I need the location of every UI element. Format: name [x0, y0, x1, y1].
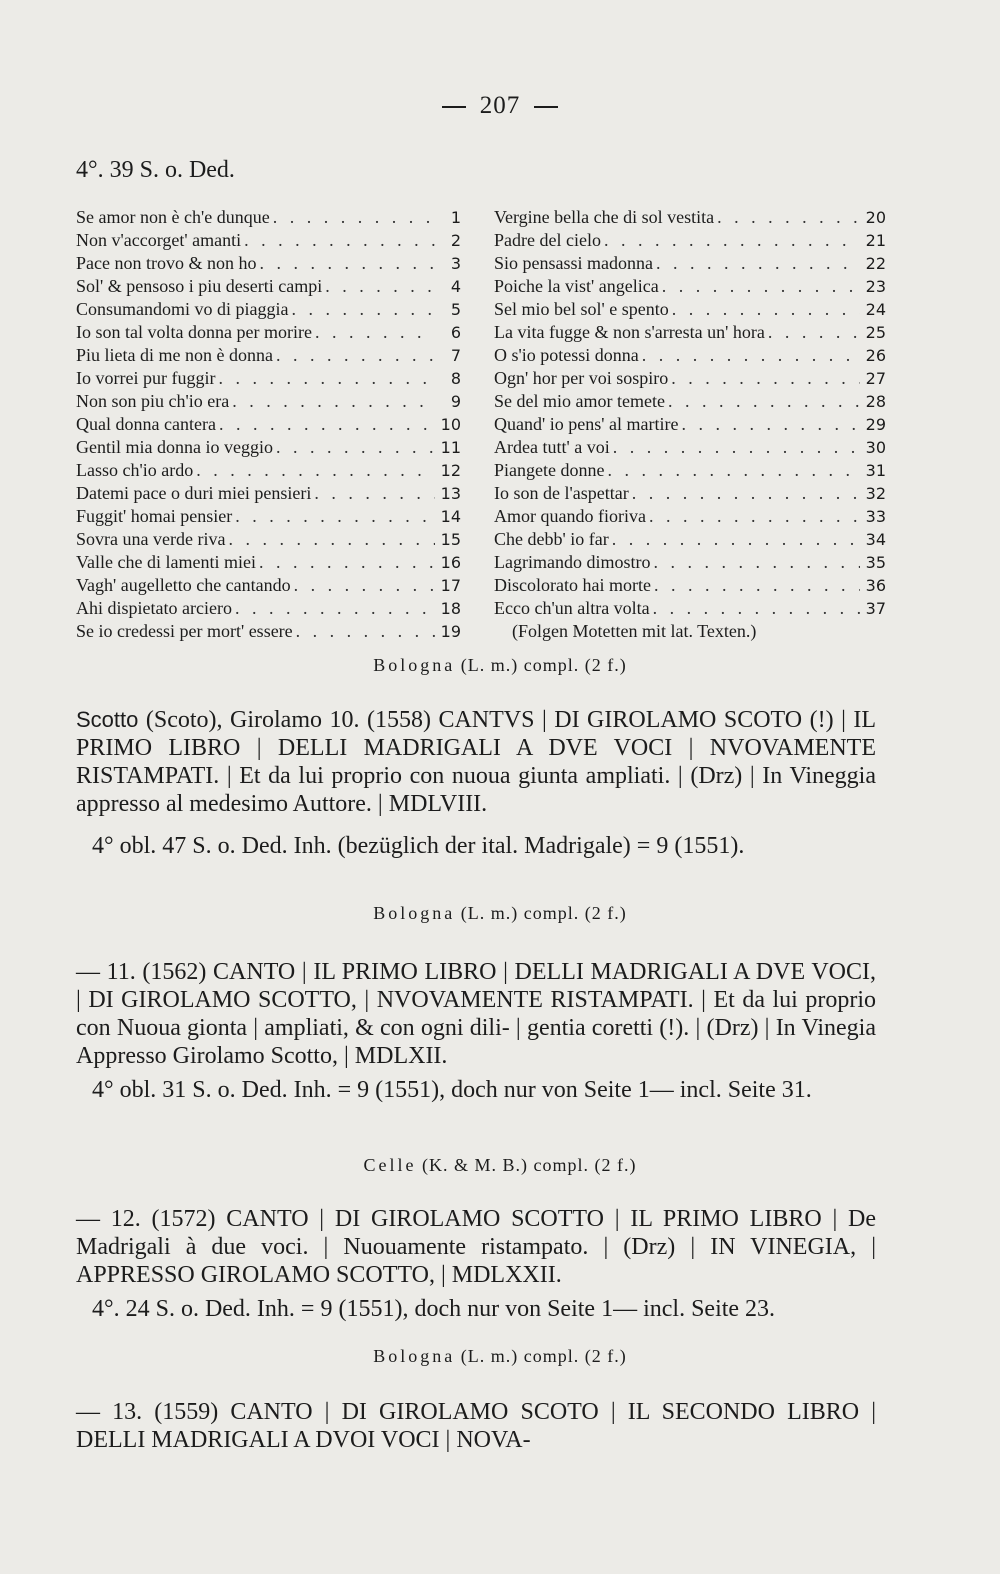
index-entry	[494, 528, 886, 551]
index-entry-title: Ogn' hor per voi sospiro	[494, 368, 669, 388]
index-entry-number: 28	[865, 392, 886, 411]
leader-dots	[273, 344, 435, 366]
index-entry	[76, 252, 461, 275]
index-entry	[494, 367, 886, 390]
leader-dots	[659, 275, 860, 297]
index-entry-title: Padre del cielo	[494, 230, 601, 250]
index-entry-number: 26	[865, 346, 886, 365]
index-entry	[494, 597, 886, 620]
leader-dots	[651, 574, 860, 596]
leader-dots	[311, 482, 435, 504]
index-entry-title: Poiche la vist' angelica	[494, 276, 659, 296]
index-entry	[76, 459, 461, 482]
location-line	[0, 1155, 1000, 1176]
index-entry-title: Che debb' io far	[494, 529, 609, 549]
index-entry-title: O s'io potessi donna	[494, 345, 639, 365]
index-entry-number: 7	[450, 346, 461, 365]
leader-dots	[312, 321, 435, 343]
index-entry-title: Quand' io pens' al martire	[494, 414, 679, 434]
index-entry-number: 31	[865, 461, 886, 480]
index-entry-title: Pace non trovo & non ho	[76, 253, 257, 273]
index-entry-title: Vagh' augelletto che cantando	[76, 575, 291, 595]
index-entry	[76, 367, 461, 390]
location-line	[0, 655, 1000, 676]
entry-12-format: 4°. 24 S. o. Ded. Inh. = 9 (1551), doch nur von Seite 1— incl. Seite 23.	[92, 1296, 776, 1322]
index-entry-number: 2	[450, 231, 461, 250]
location-detail: (K. & M. B.) compl. (2 f.)	[422, 1155, 637, 1175]
index-entry	[494, 505, 886, 528]
entry-10-title	[76, 706, 876, 818]
index-entry-number: 6	[450, 323, 461, 342]
index-note-text: (Folgen Motetten mit lat. Texten.)	[512, 621, 757, 641]
location-line	[0, 903, 1000, 924]
leader-dots	[293, 620, 435, 642]
index-entry-number: 37	[865, 599, 886, 618]
leader-dots	[765, 321, 860, 343]
location-detail: (L. m.) compl. (2 f.)	[460, 1346, 627, 1366]
leader-dots	[653, 252, 860, 274]
index-entry-title: Valle che di lamenti miei	[76, 552, 256, 572]
index-entry-number: 34	[865, 530, 886, 549]
index-entry-title: Sol' & pensoso i piu deserti campi	[76, 276, 323, 296]
location-city: Celle	[363, 1155, 417, 1175]
index-entry-number: 9	[450, 392, 461, 411]
leader-dots	[270, 206, 435, 228]
index-entry-number: 35	[865, 553, 886, 572]
index-entry	[76, 344, 461, 367]
index-entry-number: 5	[450, 300, 461, 319]
index-entry-title: Gentil mia donna io veggio	[76, 437, 273, 457]
index-entry	[494, 459, 886, 482]
index-entry	[494, 275, 886, 298]
leader-dots	[668, 367, 860, 389]
leader-dots	[650, 551, 860, 573]
leader-dots	[322, 275, 435, 297]
location-city: Bologna	[373, 903, 456, 923]
entry-10-text: (Scoto), Girolamo 10. (1558) CANTVS | DI GIROLAMO SCOTO (!) | IL PRIMO LIBRO | DELLI MADRIGALI A DVE VOCI | NVOVAMENTE RISTAMPATI. | Et da lui proprio con nuoua giunta ampliati. | (Drz) | In Vineggia appresso al medesimo Auttore. | MDLVIII.	[76, 707, 877, 817]
index-entry-title: Amor quando fioriva	[494, 506, 646, 526]
location-city: Bologna	[373, 1346, 456, 1366]
index-entry-title: Sio pensassi madonna	[494, 253, 653, 273]
index-entry-number: 23	[865, 277, 886, 296]
leader-dots	[216, 413, 435, 435]
madrigal-index	[76, 206, 886, 643]
leader-dots	[629, 482, 860, 504]
leader-dots	[650, 597, 860, 619]
index-entry	[76, 551, 461, 574]
index-entry-title: Se io credessi per mort' essere	[76, 621, 293, 641]
index-entry-number: 27	[865, 369, 886, 388]
index-entry-number: 15	[440, 530, 461, 549]
entry-13-text: — 13. (1559) CANTO | DI GIROLAMO SCOTO | IL SECONDO LIBRO | DELLI MADRIGALI A DVOI VOCI | NOVA-	[76, 1399, 876, 1453]
leader-dots	[232, 505, 435, 527]
index-entry-number: 29	[865, 415, 886, 434]
leader-dots	[601, 229, 860, 251]
index-entry-number: 3	[450, 254, 461, 273]
leader-dots	[273, 436, 435, 458]
index-entry	[76, 620, 461, 643]
index-entry	[76, 298, 461, 321]
leader-dots	[256, 551, 435, 573]
page-number-text: 207	[479, 92, 521, 119]
entry-10	[76, 706, 876, 860]
index-entry-title: Io son de l'aspettar	[494, 483, 629, 503]
index-entry-number: 33	[865, 507, 886, 526]
index-entry-number: 8	[450, 369, 461, 388]
leader-dots	[669, 298, 860, 320]
index-entry-title: Discolorato hai morte	[494, 575, 651, 595]
entry-11	[76, 958, 876, 1104]
leader-dots	[215, 367, 435, 389]
index-entry	[76, 275, 461, 298]
entry-12	[76, 1205, 876, 1323]
dash-left	[442, 106, 466, 108]
index-note	[494, 620, 886, 642]
index-entry	[76, 597, 461, 620]
leader-dots	[714, 206, 860, 228]
index-entry	[494, 229, 886, 252]
index-entry-number: 18	[440, 599, 461, 618]
index-column-left	[76, 206, 461, 643]
index-entry-title: Non v'accorget' amanti	[76, 230, 242, 250]
location-city: Bologna	[373, 655, 456, 675]
index-entry-number: 36	[865, 576, 886, 595]
leader-dots	[291, 574, 435, 596]
index-entry-title: Se del mio amor temete	[494, 391, 665, 411]
index-entry-title: Piangete donne	[494, 460, 605, 480]
index-entry	[76, 229, 461, 252]
index-entry	[494, 344, 886, 367]
entry-10-format: 4° obl. 47 S. o. Ded. Inh. (bezüglich der ital. Madrigale) = 9 (1551).	[92, 833, 745, 859]
leader-dots	[232, 597, 435, 619]
index-entry-number: 19	[440, 622, 461, 641]
location-detail: (L. m.) compl. (2 f.)	[460, 655, 627, 675]
index-entry-title: Piu lieta di me non è donna	[76, 345, 273, 365]
index-entry-number: 1	[450, 208, 461, 227]
leader-dots	[256, 252, 435, 274]
index-entry-number: 10	[440, 415, 461, 434]
author-name: Scotto	[76, 707, 139, 732]
leader-dots	[288, 298, 435, 320]
leader-dots	[241, 229, 435, 251]
index-entry	[76, 528, 461, 551]
index-entry-number: 25	[865, 323, 886, 342]
index-entry-number: 24	[865, 300, 886, 319]
index-entry	[76, 574, 461, 597]
index-entry-title: Non son piu ch'io era	[76, 391, 230, 411]
index-entry	[494, 206, 886, 229]
index-entry	[494, 298, 886, 321]
location-detail: (L. m.) compl. (2 f.)	[460, 903, 627, 923]
index-entry-title: Vergine bella che di sol vestita	[494, 207, 715, 227]
index-entry-number: 21	[865, 231, 886, 250]
index-entry	[76, 390, 461, 413]
index-entry-number: 14	[440, 507, 461, 526]
leader-dots	[665, 390, 860, 412]
dash-right	[534, 106, 558, 108]
index-entry-number: 17	[440, 576, 461, 595]
index-entry-number: 32	[865, 484, 886, 503]
leader-dots	[604, 459, 860, 481]
page-number	[0, 92, 1000, 120]
index-entry	[494, 574, 886, 597]
index-entry-number: 16	[440, 553, 461, 572]
leader-dots	[609, 528, 860, 550]
index-entry	[494, 390, 886, 413]
index-entry-title: Consumandomi vo di piaggia	[76, 299, 289, 319]
index-entry	[76, 482, 461, 505]
index-entry	[76, 436, 461, 459]
leader-dots	[610, 436, 860, 458]
index-entry-number: 12	[440, 461, 461, 480]
index-entry	[494, 413, 886, 436]
leader-dots	[678, 413, 860, 435]
index-entry	[494, 436, 886, 459]
index-entry	[76, 505, 461, 528]
leader-dots	[646, 505, 860, 527]
location-line	[0, 1346, 1000, 1367]
index-entry-number: 13	[440, 484, 461, 503]
index-column-right	[494, 206, 886, 643]
index-entry	[494, 482, 886, 505]
index-entry-number: 4	[450, 277, 461, 296]
index-entry	[494, 551, 886, 574]
entry-11-text: — 11. (1562) CANTO | IL PRIMO LIBRO | DELLI MADRIGALI A DVE VOCI, | DI GIROLAMO SCOTTO, | NVOVAMENTE RISTAMPATI. | Et da lui proprio con Nuoua gionta | ampliati, & con ogni dili- | gentia coretti (!). | (Drz) | In Vinegia Appresso Girolamo Scotto, | MDLXII.	[76, 959, 876, 1069]
index-entry-title: Io vorrei pur fuggir	[76, 368, 216, 388]
index-entry-number: 20	[865, 208, 886, 227]
index-entry-number: 22	[865, 254, 886, 273]
index-entry-title: Ecco ch'un altra volta	[494, 598, 650, 618]
index-entry-title: Lagrimando dimostro	[494, 552, 651, 572]
index-entry-title: Sel mio bel sol' e spento	[494, 299, 669, 319]
index-entry-title: La vita fugge & non s'arresta un' hora	[494, 322, 765, 342]
index-entry	[494, 321, 886, 344]
index-entry-title: Ahi dispietato arciero	[76, 598, 232, 618]
index-entry-title: Qual donna cantera	[76, 414, 216, 434]
index-entry-title: Lasso ch'io ardo	[76, 460, 194, 480]
index-entry-title: Datemi pace o duri miei pensieri	[76, 483, 312, 503]
format-line: 4°. 39 S. o. Ded.	[76, 157, 235, 183]
index-entry-title: Sovra una verde riva	[76, 529, 226, 549]
index-entry-number: 11	[440, 438, 461, 457]
leader-dots	[639, 344, 860, 366]
index-entry	[76, 413, 461, 436]
leader-dots	[193, 459, 435, 481]
index-entry-number: 30	[865, 438, 886, 457]
index-entry-title: Io son tal volta donna per morire	[76, 322, 312, 342]
leader-dots	[225, 528, 435, 550]
index-entry	[494, 252, 886, 275]
index-entry-title: Fuggit' homai pensier	[76, 506, 233, 526]
leader-dots	[229, 390, 435, 412]
entry-13	[76, 1398, 876, 1454]
index-entry-title: Se amor non è ch'e dunque	[76, 207, 270, 227]
index-entry	[76, 206, 461, 229]
entry-12-text: — 12. (1572) CANTO | DI GIROLAMO SCOTTO | IL PRIMO LIBRO | De Madrigali à due voci. | Nuouamente ristampato. | (Drz) | IN VINEGIA, | APPRESSO GIROLAMO SCOTTO, | MDLXXII.	[76, 1206, 876, 1288]
entry-11-format: 4° obl. 31 S. o. Ded. Inh. = 9 (1551), doch nur von Seite 1— incl. Seite 31.	[92, 1077, 812, 1103]
index-entry	[76, 321, 461, 344]
index-entry-title: Ardea tutt' a voi	[494, 437, 610, 457]
